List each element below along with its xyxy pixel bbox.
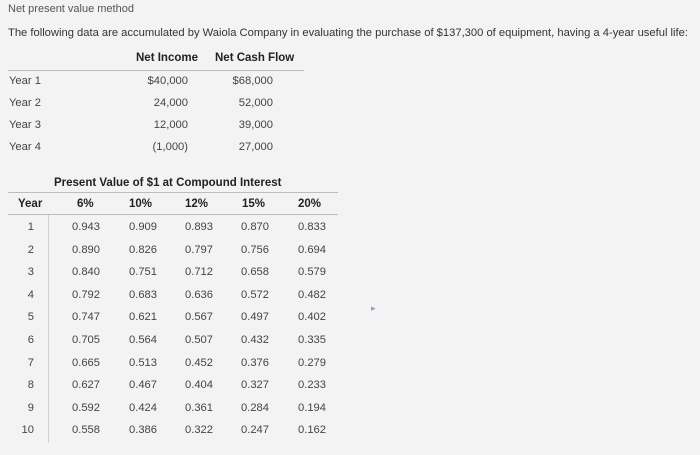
pv-factor-cell: 0.361 xyxy=(185,401,213,414)
pv-rate-header: 10% xyxy=(129,198,153,210)
net-income-value: $40,000 xyxy=(147,75,188,87)
pv-factor-cell: 0.909 xyxy=(129,221,157,233)
pv-factor-cell: 0.558 xyxy=(72,424,100,437)
net-cash-flow-header: Net Cash Flow xyxy=(215,52,295,64)
pv-factor-cell: 0.279 xyxy=(298,356,326,369)
pv-factor-cell: 0.162 xyxy=(298,424,326,437)
pv-row-year: 10 xyxy=(21,424,34,437)
net-income-value: (1,000) xyxy=(152,141,188,153)
cash-flow-year: Year 3 xyxy=(9,119,41,131)
pv-factor-cell: 0.943 xyxy=(72,221,100,233)
pv-factor-cell: 0.327 xyxy=(241,379,269,392)
pv-factor-cell: 0.335 xyxy=(298,334,326,346)
pv-factor-cell: 0.621 xyxy=(129,311,157,324)
net-cash-flow-value: $68,000 xyxy=(232,75,273,87)
pv-row-year: 1 xyxy=(27,221,34,233)
pv-factor-cell: 0.467 xyxy=(129,379,157,392)
pv-factor-cell: 0.567 xyxy=(185,311,213,324)
pv-factor-cell: 0.497 xyxy=(241,311,269,324)
pv-factor-cell: 0.826 xyxy=(129,243,157,256)
pointer-cursor-icon: ▸ xyxy=(371,303,376,313)
net-income-value: 24,000 xyxy=(153,97,188,109)
pv-factor-cell: 0.376 xyxy=(241,356,269,369)
pv-factor-cell: 0.756 xyxy=(241,243,269,256)
pv-factor-cell: 0.233 xyxy=(298,379,326,392)
cash-flow-year: Year 4 xyxy=(9,141,41,153)
pv-factor-cell: 0.665 xyxy=(72,356,100,369)
pv-factor-cell: 0.322 xyxy=(185,424,213,437)
pv-year-divider xyxy=(48,215,49,443)
net-cash-flow-value: 27,000 xyxy=(238,141,273,153)
pv-factor-cell: 0.513 xyxy=(129,356,157,369)
pv-title-rule xyxy=(8,192,338,193)
pv-row-year: 5 xyxy=(27,311,34,324)
problem-statement: The following data are accumulated by Waiola Company in evaluating the purchase of $137,300 of equipment, having a 4-year useful life: xyxy=(8,27,688,39)
pv-factor-cell: 0.870 xyxy=(241,221,269,233)
pv-factor-cell: 0.592 xyxy=(72,401,100,414)
pv-row-year: 7 xyxy=(27,356,34,369)
cash-flow-year: Year 1 xyxy=(9,75,41,87)
net-cash-flow-value: 52,000 xyxy=(238,97,273,109)
pv-row-year: 2 xyxy=(27,243,34,256)
pv-row-year: 8 xyxy=(27,379,34,392)
pv-factor-cell: 0.712 xyxy=(185,266,213,279)
pv-header-rule xyxy=(8,214,338,215)
pv-rate-header: 6% xyxy=(77,198,94,210)
net-income-header: Net Income xyxy=(136,52,198,64)
pv-factor-cell: 0.833 xyxy=(298,221,326,233)
pv-factor-cell: 0.579 xyxy=(298,266,326,279)
pv-factor-cell: 0.797 xyxy=(185,243,213,256)
pv-factor-cell: 0.683 xyxy=(129,288,157,301)
pv-factor-cell: 0.194 xyxy=(298,401,326,414)
pv-factor-cell: 0.747 xyxy=(72,311,100,324)
cash-flow-year: Year 2 xyxy=(9,97,41,109)
pv-factor-cell: 0.572 xyxy=(241,288,269,301)
page-heading: Net present value method xyxy=(8,3,134,15)
pv-factor-cell: 0.564 xyxy=(129,334,157,346)
pv-factor-cell: 0.452 xyxy=(185,356,213,369)
pv-factor-cell: 0.284 xyxy=(241,401,269,414)
pv-factor-cell: 0.658 xyxy=(241,266,269,279)
pv-factor-cell: 0.482 xyxy=(298,288,326,301)
pv-year-header: Year xyxy=(18,198,43,210)
pv-factor-cell: 0.792 xyxy=(72,288,100,301)
pv-factor-cell: 0.694 xyxy=(298,243,326,256)
net-cash-flow-value: 39,000 xyxy=(238,119,273,131)
pv-factor-cell: 0.893 xyxy=(185,221,213,233)
pv-row-year: 4 xyxy=(27,288,34,301)
cash-flow-header-rule xyxy=(8,70,304,71)
pv-factor-cell: 0.432 xyxy=(241,334,269,346)
pv-factor-cell: 0.247 xyxy=(241,424,269,437)
pv-factor-cell: 0.840 xyxy=(72,266,100,279)
pv-factor-cell: 0.402 xyxy=(298,311,326,324)
pv-row-year: 9 xyxy=(27,401,34,414)
pv-factor-cell: 0.507 xyxy=(185,334,213,346)
pv-rate-header: 20% xyxy=(298,198,322,210)
pv-factor-cell: 0.636 xyxy=(185,288,213,301)
pv-factor-cell: 0.424 xyxy=(129,401,157,414)
pv-row-year: 3 xyxy=(27,266,34,279)
pv-factor-cell: 0.890 xyxy=(72,243,100,256)
pv-factor-cell: 0.627 xyxy=(72,379,100,392)
pv-rate-header: 12% xyxy=(185,198,209,210)
pv-row-year: 6 xyxy=(27,334,34,346)
pv-factor-cell: 0.751 xyxy=(129,266,157,279)
pv-table-title: Present Value of $1 at Compound Interest xyxy=(54,177,282,189)
pv-factor-cell: 0.386 xyxy=(129,424,157,437)
pv-rate-header: 15% xyxy=(242,198,266,210)
net-income-value: 12,000 xyxy=(153,119,188,131)
pv-factor-cell: 0.705 xyxy=(72,334,100,346)
pv-factor-cell: 0.404 xyxy=(185,379,213,392)
